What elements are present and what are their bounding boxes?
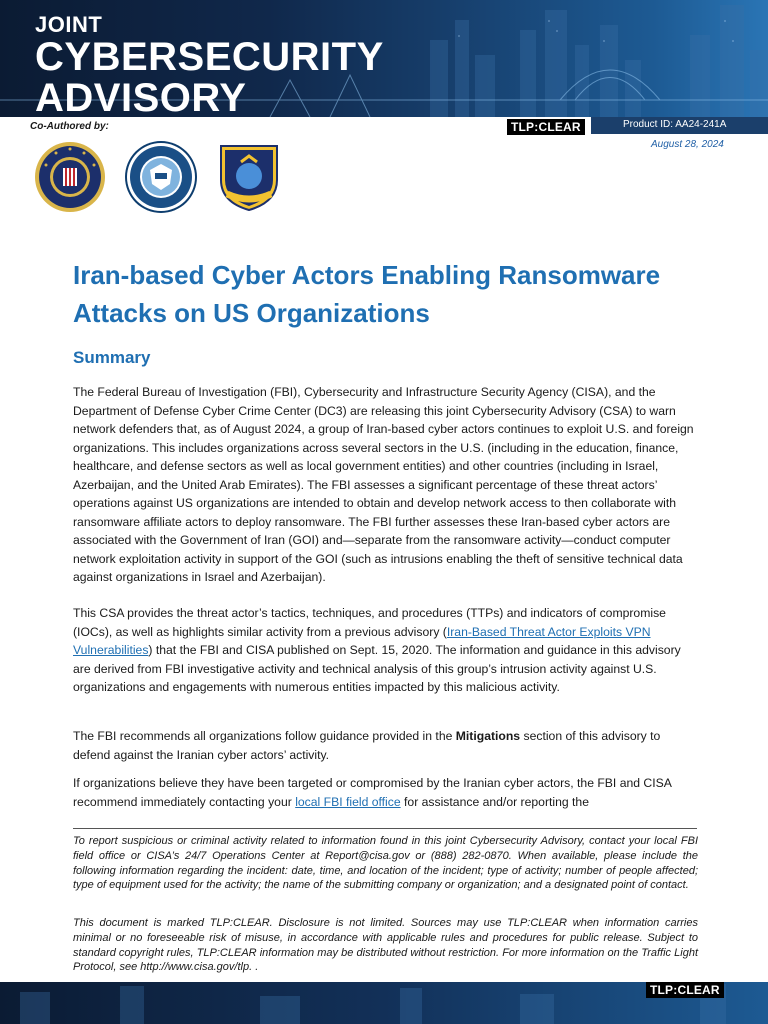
footnote-divider (73, 828, 697, 829)
summary-paragraph-2 (73, 604, 698, 697)
summary-paragraph-3 (73, 727, 698, 764)
document-title: Iran-based Cyber Actors Enabling Ransomware Attacks on US Organizations (73, 260, 661, 328)
summary-paragraph-1: The Federal Bureau of Investigation (FBI), Cybersecurity and Infrastructure Security Agency (CISA), and the Department of Defense Cyber Crime Center (DC3) are releasing this joint Cybersecurity Advisory (CSA) to warn network defenders that, as of August 2024, a group of Iran-based cyber actors continues to exploit U.S. and foreign organizations. This includes organizations across several sectors in the U.S. (including in the education, finance, healthcare, and defense sectors as well as local government entities) and other countries (including in Israel, Azerbaijan, and the United Arab Emirates). The FBI assesses a significant percentage of these threat actors’ operations against US organizations are intended to obtain and develop network access to then collaborate with ransomware affiliate actors to deploy ransomware. The FBI further assesses these Iran-based cyber actors are associated with the Government of Iran (GOI) and—separate from the ransomware activity—conduct computer network exploitation activity in support of the GOI (such as intrusions enabling the theft of sensitive technical data against organizations in Israel and Azerbaijan). (73, 385, 694, 584)
coauthored-label: Co-Authored by: (30, 121, 109, 132)
tlp-note: This document is marked TLP:CLEAR. Disclosure is not limited. Sources may use TLP:CLEAR when information carries minimal or no foreseeable risk of misuse, in accordance with applicable rules and procedures for public release. Subject to standard copyright rules, TLP:CLEAR information may be distributed without restriction. For more information on the Traffic Light Protocol, see http://www.cisa.gov/tlp. . (73, 917, 698, 974)
fbi-field-office-link[interactable]: local FBI field office (295, 794, 401, 809)
p4-text-before: If organizations believe they have been targeted or compromised by the Iranian cyber actors, the FBI and CISA recommend immediately contacting your (73, 776, 672, 809)
product-id (591, 117, 768, 134)
tlp-badge-bottom: TLP:CLEAR (646, 982, 724, 998)
tlp-badge-top: TLP:CLEAR (507, 119, 585, 135)
summary-paragraph-4 (73, 774, 698, 811)
advisory-title-block (35, 14, 384, 117)
cisa-seal-icon (124, 140, 198, 214)
dc3-seal-icon (213, 140, 285, 212)
reporting-note: To report suspicious or criminal activity related to information found in this joint Cybersecurity Advisory, contact your local FBI field office or CISA’s 24/7 Operations Center at Report@cisa.gov or (888) 282-0870. When available, please include the following information regarding the incident: date, time, and location of the incident; type of activity; number of people affected; type of equipment used for the activity; the name of the submitting company or organization; and a designated point of contact. (73, 835, 698, 892)
p4-text-after: for assistance and/or reporting the (400, 794, 589, 809)
previous-advisory-link[interactable]: Iran-Based Threat Actor Exploits VPN Vulnerabilities (73, 624, 651, 657)
p2-text-before: This CSA provides the threat actor’s tactics, techniques, and procedures (TTPs) and indicators of compromise (IOCs), as well as highlights similar activity from a previous advisory ( (73, 606, 666, 639)
summary-heading: Summary (73, 348, 151, 367)
advisory-label: ADVISORY (35, 76, 247, 117)
cybersecurity-label: CYBERSECURITY (35, 35, 384, 79)
mitigations-emphasis: Mitigations (455, 729, 521, 743)
fbi-seal-icon (34, 140, 106, 214)
p3-text-after: section of this advisory to defend against the Iranian cyber actors’ activity. (73, 729, 661, 762)
p2-text-after: ) that the FBI and CISA published on Sept. 15, 2020. The information and guidance in this advisory are derived from FBI investigative activity and technical analysis of this group’s intrusion activity against U.S. organizations and engagements with numerous entities impacted by this malicious activity. (73, 643, 681, 694)
joint-label: JOINT (35, 12, 103, 37)
header-banner (0, 0, 768, 117)
publication-date: August 28, 2024 (651, 139, 724, 150)
p3-text-before: The FBI recommends all organizations follow guidance provided in the (73, 729, 456, 743)
product-id-text: Product ID: AA24-241A (623, 119, 727, 130)
